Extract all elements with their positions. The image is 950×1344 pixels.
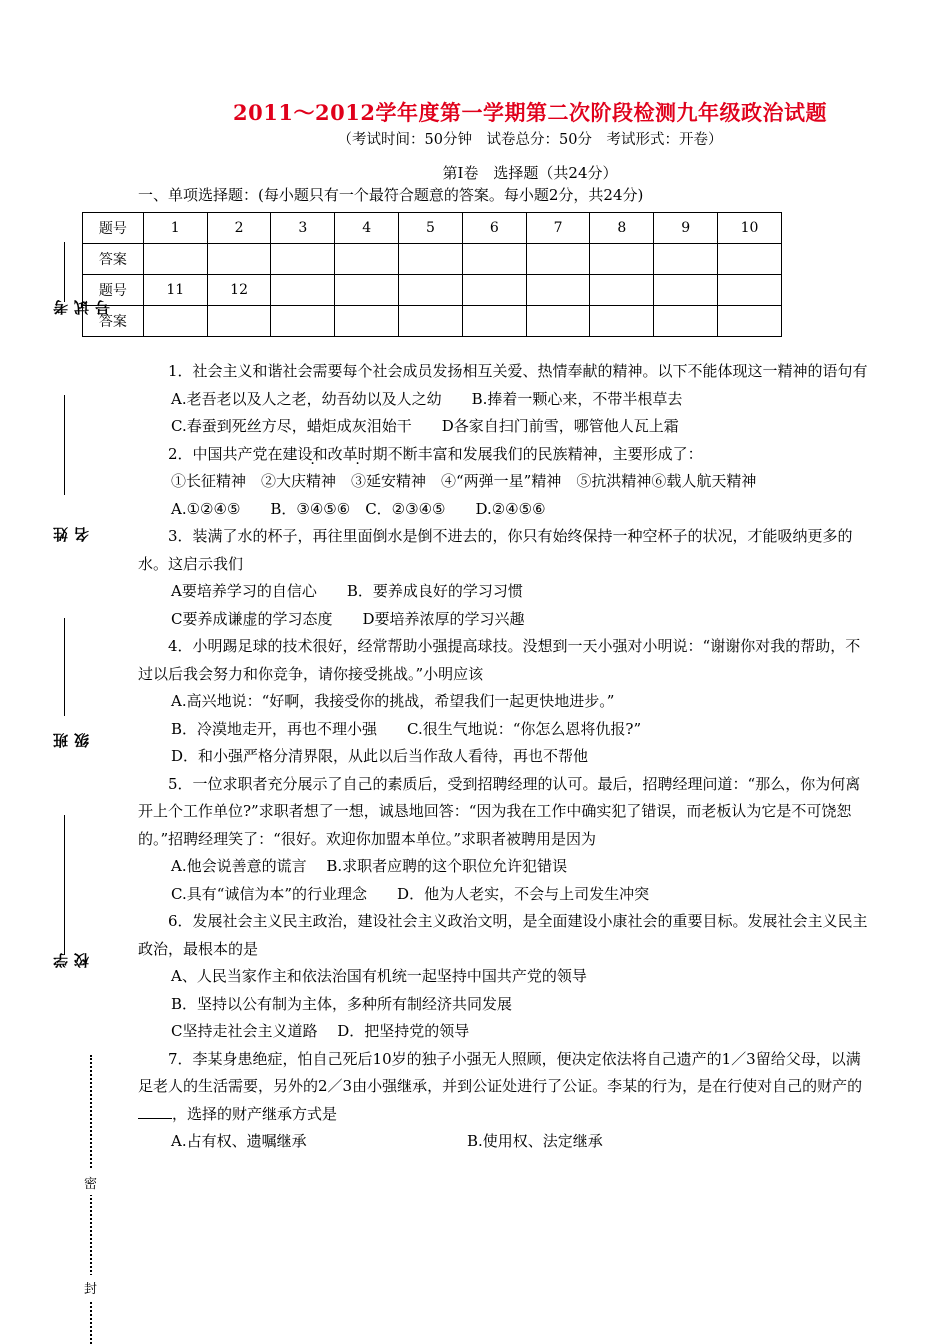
emphasis-dotted: 建设	[282, 444, 313, 463]
q6-options-cd: C坚持走社会主义道路 D．把坚持党的领导	[171, 1022, 470, 1040]
answer-cell[interactable]	[143, 306, 207, 337]
answer-table	[82, 212, 782, 337]
table-row	[83, 244, 782, 275]
q2-stem: 2．中国共产党在建设和改革时期不断丰富和发展我们的民族精神，主要形成了：	[168, 444, 703, 463]
question-list	[138, 358, 874, 1156]
q5-options-ab: A.他会说善意的谎言 B.求职者应聘的这个职位允许犯错误	[171, 857, 568, 875]
q6-option-a: A、人民当家作主和依法治国有机统一起坚持中国共产党的领导	[171, 967, 587, 985]
q7-stem: 7．李某身患绝症，怕自己死后10岁的独子小强无人照顾，便决定依法将自己遗产的1／3留给父母，以满足老人的生活需要，另外的2／3由小强继承，并到公证处进行了公证。李某的行为，是在行使对自己的财产的，选择的财产继承方式是	[138, 1049, 863, 1123]
table-row	[83, 275, 782, 306]
exam-info: （考试时间：50分钟 试卷总分：50分 考试形式：开卷）	[337, 132, 723, 148]
table-row	[83, 306, 782, 337]
seal-dotted-line	[90, 1055, 92, 1344]
q3-options-ab: A要培养学习的自信心 B．要养成良好的学习习惯	[171, 582, 523, 600]
question-number	[399, 275, 463, 306]
answer-cell[interactable]	[718, 244, 782, 275]
answer-cell[interactable]	[654, 244, 718, 275]
q1-options-ab: A.老吾老以及人之老，幼吾幼以及人之幼 B.捧着一颗心来，不带半根草去	[171, 389, 683, 408]
row-label: 题号	[83, 213, 144, 244]
q3-options-cd: C要养成谦虚的学习态度 D要培养浓厚的学习兴趣	[171, 609, 525, 628]
question-number	[462, 275, 526, 306]
question-number: 10	[718, 213, 782, 244]
row-label: 答案	[83, 244, 144, 275]
school-line	[64, 815, 65, 955]
answer-cell[interactable]	[654, 306, 718, 337]
question-number: 4	[335, 213, 399, 244]
question-number	[271, 275, 335, 306]
page-title: 2011～2012学年度第一学期第二次阶段检测九年级政治试题	[233, 100, 827, 125]
class-line	[64, 618, 65, 716]
question-number	[718, 275, 782, 306]
section-heading: 第Ⅰ卷 选择题（共24分）	[442, 164, 618, 182]
question-number	[526, 275, 590, 306]
q6-stem: 6．发展社会主义民主政治，建设社会主义政治文明，是全面建设小康社会的重要目标。发展社会主义民主政治，最根本的是	[138, 912, 868, 958]
section-instructions: 一、单项选择题：(每小题只有一个最符合题意的答案。每小题2分，共24分)	[138, 186, 644, 204]
question-number	[335, 275, 399, 306]
q1-options-cd: C.春蚕到死丝方尽，蜡炬成灰泪始干 D各家自扫门前雪，哪管他人瓦上霜	[171, 417, 679, 435]
q4-option-a: A.高兴地说：“好啊，我接受你的挑战，希望我们一起更快地进步。”	[171, 692, 615, 710]
answer-cell[interactable]	[271, 244, 335, 275]
q3-stem: 3．装满了水的杯子，再往里面倒水是倒不进去的，你只有始终保持一种空杯子的状况，才能吸纳更多的水。这启示我们	[138, 527, 853, 573]
question-number: 8	[590, 213, 654, 244]
q5-stem: 5．一位求职者充分展示了自己的素质后，受到招聘经理的认可。最后，招聘经理问道：“那么，你为何离开上个工作单位?”求职者想了一想，诚恳地回答：“因为我在工作中确实犯了错误，而老板认为它是不可饶恕的。”招聘经理笑了：“很好。欢迎你加盟本单位。”求职者被聘用是因为	[138, 774, 861, 848]
emphasis-dotted: 改革	[327, 444, 358, 463]
question-number: 7	[526, 213, 590, 244]
q4-stem: 4．小明踢足球的技术很好，经常帮助小强提高球技。没想到一天小强对小明说：“谢谢你对我的帮助，不过以后我会努力和你竞争，请你接受挑战。”小明应该	[138, 637, 861, 683]
q4-option-d: D．和小强严格分清界限，从此以后当作敌人看待，再也不帮他	[171, 747, 589, 765]
q2-options: A.①②④⑤ B．③④⑤⑥ C．②③④⑤ D.②④⑤⑥	[171, 499, 546, 518]
answer-cell[interactable]	[207, 244, 271, 275]
q1-stem: 1．社会主义和谐社会需要每个社会成员发扬相互关爱、热情奉献的精神。以下不能体现这一精神的语句有	[168, 362, 868, 380]
q4-options-bc: B．冷漠地走开，再也不理小强 C.很生气地说：“你怎么恩将仇报?”	[171, 719, 642, 738]
q5-options-cd: C.具有“诚信为本”的行业理念 D．他为人老实，不会与上司发生冲突	[171, 884, 650, 903]
question-number: 9	[654, 213, 718, 244]
answer-cell[interactable]	[271, 306, 335, 337]
question-number: 1	[143, 213, 207, 244]
answer-cell[interactable]	[335, 306, 399, 337]
answer-cell[interactable]	[590, 306, 654, 337]
q7-option-b: B.使用权、法定继承	[467, 1132, 603, 1150]
answer-cell[interactable]	[399, 306, 463, 337]
answer-cell[interactable]	[526, 244, 590, 275]
table-row	[83, 213, 782, 244]
question-number	[654, 275, 718, 306]
answer-cell[interactable]	[207, 306, 271, 337]
name-line	[64, 395, 65, 495]
q2-items: ①长征精神 ②大庆精神 ③延安精神 ④“两弹一星”精神 ⑤抗洪精神⑥载人航天精神	[171, 472, 757, 490]
answer-cell[interactable]	[143, 244, 207, 275]
fill-in-blank[interactable]	[138, 1104, 172, 1119]
answer-cell[interactable]	[335, 244, 399, 275]
question-number: 2	[207, 213, 271, 244]
seal-mark-mi: 密	[84, 1170, 97, 1195]
row-label: 答案	[83, 306, 144, 337]
question-number: 6	[462, 213, 526, 244]
answer-cell[interactable]	[462, 244, 526, 275]
answer-cell[interactable]	[462, 306, 526, 337]
answer-cell[interactable]	[526, 306, 590, 337]
answer-cell[interactable]	[399, 244, 463, 275]
question-number: 5	[399, 213, 463, 244]
q7-option-a: A.占有权、遗嘱继承	[171, 1132, 307, 1150]
answer-cell[interactable]	[590, 244, 654, 275]
q6-option-b: B．坚持以公有制为主体，多种所有制经济共同发展	[171, 994, 513, 1013]
answer-cell[interactable]	[718, 306, 782, 337]
question-number: 12	[207, 275, 271, 306]
row-label: 题号	[83, 275, 144, 306]
question-number: 3	[271, 213, 335, 244]
question-number: 11	[143, 275, 207, 306]
question-number	[590, 275, 654, 306]
exam-no-line	[64, 242, 65, 302]
seal-mark-feng: 封	[84, 1275, 97, 1300]
q7-options	[138, 1128, 874, 1156]
